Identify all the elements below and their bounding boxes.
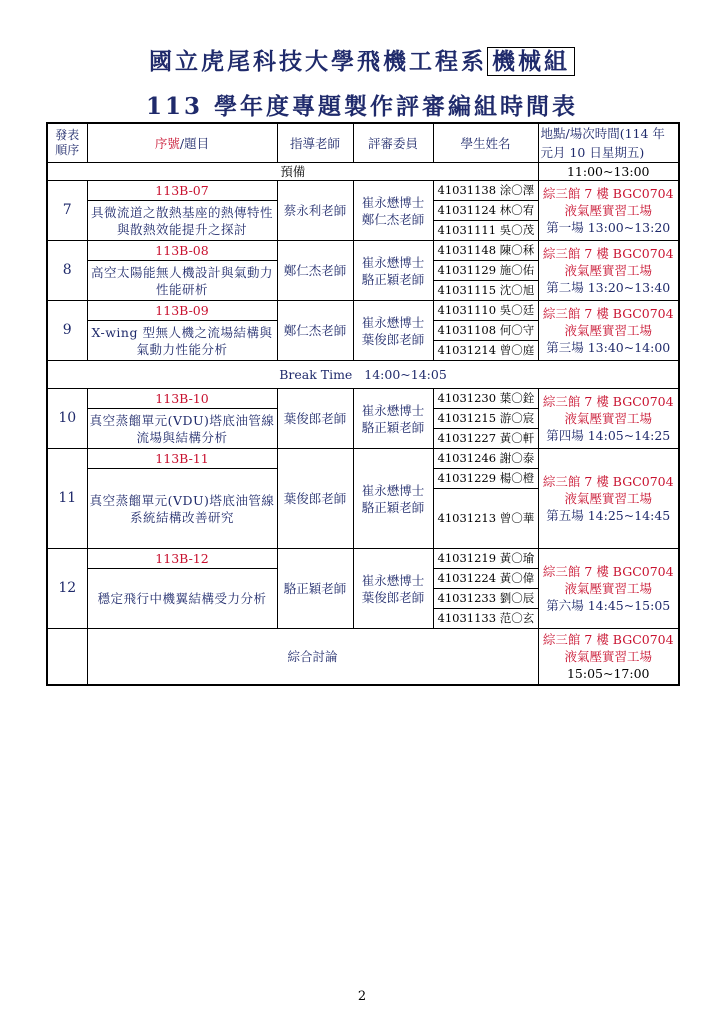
committee-member: 駱正穎老師 — [361, 419, 425, 435]
row-advisor: 葉俊郎老師 — [277, 449, 353, 549]
header-topic-prefix: 序號 — [154, 135, 180, 151]
place-room: 液氣壓實習工場 — [564, 411, 652, 426]
row-committee — [353, 301, 433, 361]
place-building: 綜三館 7 樓 BGC0704 — [542, 631, 674, 647]
row-place — [538, 301, 679, 361]
table-row — [47, 389, 679, 409]
row-order: 7 — [47, 181, 87, 241]
row-advisor: 葉俊郎老師 — [277, 389, 353, 449]
row-topic: 高空太陽能無人機設計與氣動力性能研析 — [87, 261, 277, 301]
committee-member: 崔永懋博士 — [361, 572, 425, 588]
place-room: 液氣壓實習工場 — [564, 581, 652, 596]
row-committee — [353, 389, 433, 449]
student-cell: 41031129 施〇佑 — [433, 261, 538, 281]
student-cell: 41031148 陳〇秝 — [433, 241, 538, 261]
row-topic: 真空蒸餾單元(VDU)塔底油管線系統結構改善研究 — [87, 469, 277, 549]
header-students: 學生姓名 — [433, 123, 538, 163]
student-cell: 41031138 涂〇澤 — [433, 181, 538, 201]
row-place — [538, 549, 679, 629]
committee-member: 崔永懋博士 — [361, 402, 425, 418]
place-building: 綜三館 7 樓 BGC0704 — [542, 186, 674, 201]
row-code: 113B-12 — [87, 549, 277, 569]
table-header-row — [47, 123, 679, 163]
place-building: 綜三館 7 樓 BGC0704 — [542, 474, 674, 489]
session-time: 第四場 14:05~14:25 — [546, 428, 671, 443]
row-place — [538, 449, 679, 549]
place-room: 液氣壓實習工場 — [564, 491, 652, 506]
student-cell: 41031230 葉〇銓 — [433, 389, 538, 409]
row-place — [538, 389, 679, 449]
student-cell: 41031110 吳〇廷 — [433, 301, 538, 321]
session-time: 第二場 13:20~13:40 — [546, 280, 671, 295]
row-committee — [353, 181, 433, 241]
row-topic: 穩定飛行中機翼結構受力分析 — [87, 569, 277, 629]
prep-time: 11:00~13:00 — [538, 163, 679, 181]
student-cell: 41031246 謝〇泰 — [433, 449, 538, 469]
table-row — [47, 449, 679, 469]
row-topic: X-wing 型無人機之流場結構與氣動力性能分析 — [87, 321, 277, 361]
header-advisor: 指導老師 — [277, 123, 353, 163]
discussion-time: 15:05~17:00 — [566, 665, 650, 681]
row-order: 10 — [47, 389, 87, 449]
table-row — [47, 241, 679, 261]
committee-member: 葉俊郎老師 — [361, 331, 425, 347]
place-room: 液氣壓實習工場 — [564, 323, 652, 338]
session-time: 第一場 13:00~13:20 — [546, 220, 671, 235]
discussion-place — [538, 629, 679, 685]
break-row — [47, 361, 679, 389]
row-place — [538, 241, 679, 301]
place-building: 綜三館 7 樓 BGC0704 — [542, 564, 674, 579]
student-cell: 41031213 曾〇華 — [433, 489, 538, 549]
session-time: 第五場 14:25~14:45 — [546, 508, 671, 523]
student-cell: 41031111 吳〇茂 — [433, 221, 538, 241]
row-order: 11 — [47, 449, 87, 549]
row-topic: 真空蒸餾單元(VDU)塔底油管線流場與結構分析 — [87, 409, 277, 449]
row-order: 9 — [47, 301, 87, 361]
session-time: 第六場 14:45~15:05 — [546, 598, 671, 613]
schedule-table — [46, 122, 680, 686]
place-building: 綜三館 7 樓 BGC0704 — [542, 306, 674, 321]
place-room: 液氣壓實習工場 — [564, 263, 652, 278]
student-cell: 41031214 曾〇庭 — [433, 341, 538, 361]
student-cell: 41031115 沈〇旭 — [433, 281, 538, 301]
document-title — [0, 43, 724, 76]
break-cell — [47, 361, 679, 389]
header-order: 發表順序 — [47, 123, 87, 163]
row-order: 12 — [47, 549, 87, 629]
committee-member: 崔永懋博士 — [361, 254, 425, 270]
header-committee: 評審委員 — [353, 123, 433, 163]
row-committee — [353, 241, 433, 301]
committee-member: 駱正穎老師 — [361, 499, 425, 515]
committee-member: 崔永懋博士 — [361, 314, 425, 330]
table-row — [47, 301, 679, 321]
row-place — [538, 181, 679, 241]
row-committee — [353, 549, 433, 629]
table-row — [47, 181, 679, 201]
session-time: 第三場 13:40~14:00 — [546, 340, 671, 355]
committee-member: 崔永懋博士 — [361, 482, 425, 498]
row-topic: 具微流道之散熱基座的熱傳特性與散熱效能提升之探討 — [87, 201, 277, 241]
committee-member: 葉俊郎老師 — [361, 589, 425, 605]
row-committee — [353, 449, 433, 549]
committee-member: 崔永懋博士 — [361, 194, 425, 210]
header-topic — [87, 123, 277, 163]
discussion-empty-cell — [47, 629, 87, 685]
document-subtitle: 113 學年度專題製作評審編組時間表 — [145, 93, 579, 120]
page-number: 2 — [357, 989, 367, 1004]
place-room: 液氣壓實習工場 — [564, 648, 652, 664]
student-cell: 41031219 黃〇瑜 — [433, 549, 538, 569]
row-advisor: 鄭仁杰老師 — [277, 241, 353, 301]
break-time: 14:00~14:05 — [364, 367, 447, 382]
row-code: 113B-07 — [87, 181, 277, 201]
table-row — [47, 549, 679, 569]
row-code: 113B-10 — [87, 389, 277, 409]
committee-member: 鄭仁杰老師 — [361, 211, 425, 227]
row-code: 113B-08 — [87, 241, 277, 261]
prep-label: 預備 — [47, 163, 538, 181]
student-cell: 41031215 游〇宸 — [433, 409, 538, 429]
row-advisor: 蔡永利老師 — [277, 181, 353, 241]
student-cell: 41031133 范〇玄 — [433, 609, 538, 629]
student-cell: 41031229 楊〇橙 — [433, 469, 538, 489]
place-room: 液氣壓實習工場 — [564, 203, 652, 218]
committee-member: 駱正穎老師 — [361, 271, 425, 287]
student-cell: 41031233 劉〇辰 — [433, 589, 538, 609]
row-code: 113B-09 — [87, 301, 277, 321]
row-advisor: 鄭仁杰老師 — [277, 301, 353, 361]
prep-row — [47, 163, 679, 181]
row-advisor: 駱正穎老師 — [277, 549, 353, 629]
row-order: 8 — [47, 241, 87, 301]
title-boxed-group: 機械組 — [487, 47, 575, 76]
title-main: 國立虎尾科技大學飛機工程系 — [149, 48, 487, 75]
place-building: 綜三館 7 樓 BGC0704 — [542, 394, 674, 409]
student-cell: 41031224 黃〇偉 — [433, 569, 538, 589]
student-cell: 41031108 何〇守 — [433, 321, 538, 341]
row-code: 113B-11 — [87, 449, 277, 469]
student-cell: 41031124 林〇宥 — [433, 201, 538, 221]
discussion-label: 綜合討論 — [87, 629, 538, 685]
header-topic-suffix: /題目 — [179, 135, 210, 151]
student-cell: 41031227 黃〇軒 — [433, 429, 538, 449]
header-place-time: 地點/場次時間(114 年元月 10 日星期五) — [538, 123, 679, 163]
place-building: 綜三館 7 樓 BGC0704 — [542, 246, 674, 261]
discussion-row — [47, 629, 679, 685]
break-label: Break Time — [279, 367, 353, 382]
